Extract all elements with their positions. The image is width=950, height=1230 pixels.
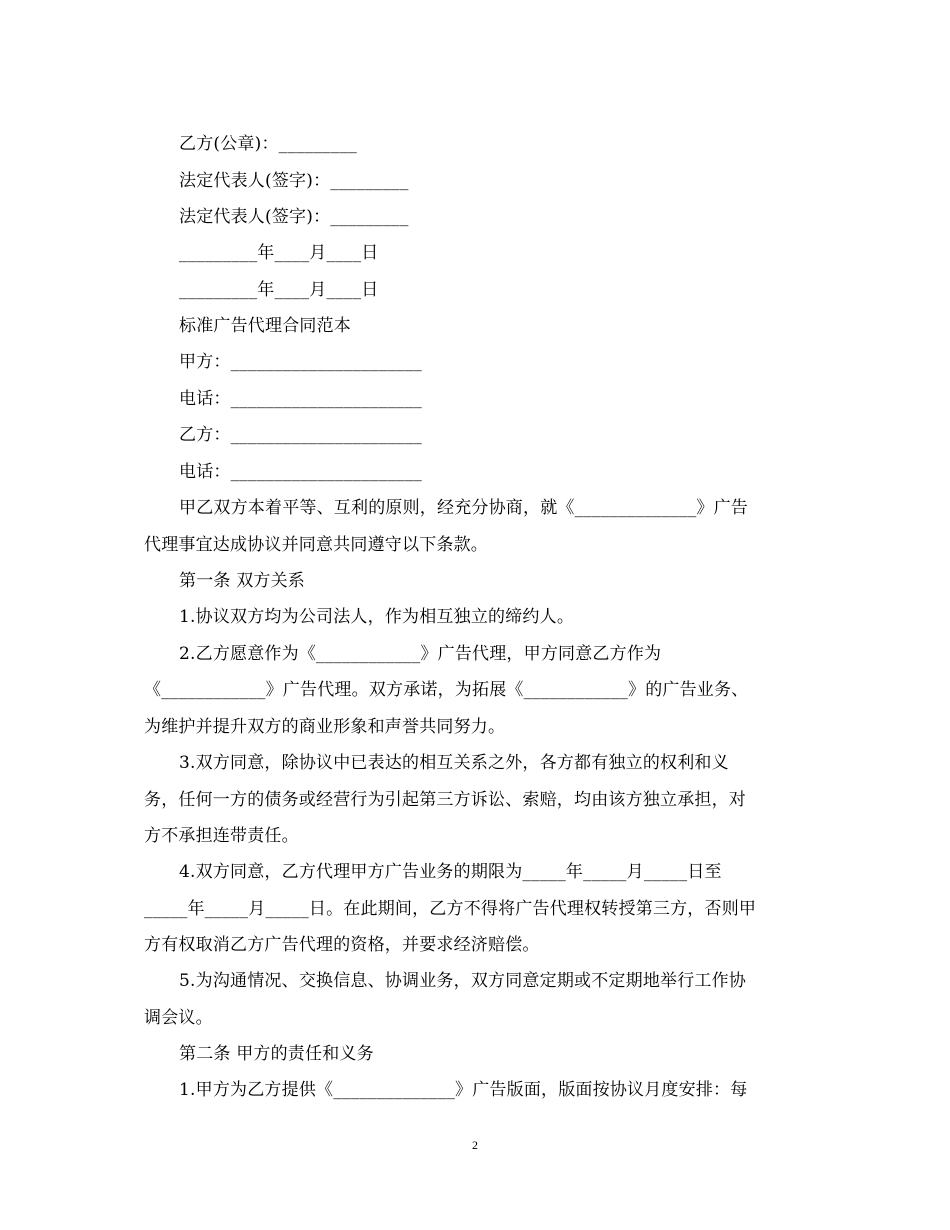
paragraph-line: 3.双方同意，除协议中已表达的相互关系之外，各方都有独立的权利和义	[179, 753, 729, 773]
paragraph-line: 5.为沟通情况、交换信息、协调业务，双方同意定期或不定期地举行工作协	[179, 971, 747, 991]
paragraph-line: 1.协议双方均为公司法人，作为相互独立的缔约人。	[179, 607, 575, 627]
paragraph-line: 1.甲方为乙方提供《______________》广告版面，版面按协议月度安排：每	[179, 1080, 748, 1100]
party-b-seal-line: 乙方(公章)：_________	[179, 134, 357, 154]
paragraph-line: 2.乙方愿意作为《____________》广告代理，甲方同意乙方作为	[179, 644, 662, 664]
paragraph-line: 调会议。	[144, 1008, 213, 1028]
article-heading: 第二条 甲方的责任和义务	[179, 1044, 374, 1064]
paragraph-line: 务，任何一方的债务或经营行为引起第三方诉讼、索赔，均由该方独立承担，对	[144, 790, 746, 810]
date-line: _________年____月____日	[179, 243, 379, 263]
paragraph-line: 《____________》广告代理。双方承诺，为拓展《____________》的广告业务、	[144, 680, 749, 700]
party-a-field: 甲方：______________________	[179, 352, 422, 372]
paragraph-line: 方有权取消乙方广告代理的资格，并要求经济赔偿。	[144, 935, 540, 955]
article-heading: 第一条 双方关系	[179, 571, 306, 591]
phone-field: 电话：______________________	[179, 462, 422, 482]
contract-title: 标准广告代理合同范本	[179, 316, 351, 336]
legal-rep-signature-line: 法定代表人(签字)：_________	[179, 207, 409, 227]
paragraph-line: 为维护并提升双方的商业形象和声誉共同努力。	[144, 717, 506, 737]
page-number: 2	[472, 1138, 478, 1152]
paragraph-line: 方不承担连带责任。	[144, 826, 299, 846]
paragraph-line: 代理事宜达成协议并同意共同遵守以下条款。	[144, 535, 488, 555]
legal-rep-signature-line: 法定代表人(签字)：_________	[179, 171, 409, 191]
phone-field: 电话：______________________	[179, 389, 422, 409]
party-b-field: 乙方：______________________	[179, 425, 422, 445]
paragraph-line: _____年_____月_____日。在此期间，乙方不得将广告代理权转授第三方，否则甲	[144, 899, 757, 919]
paragraph-line: 4.双方同意，乙方代理甲方广告业务的期限为_____年_____月_____日至	[179, 862, 722, 882]
paragraph-line: 甲乙双方本着平等、互利的原则，经充分协商，就《______________》广告	[179, 498, 748, 518]
date-line: _________年____月____日	[179, 280, 379, 300]
